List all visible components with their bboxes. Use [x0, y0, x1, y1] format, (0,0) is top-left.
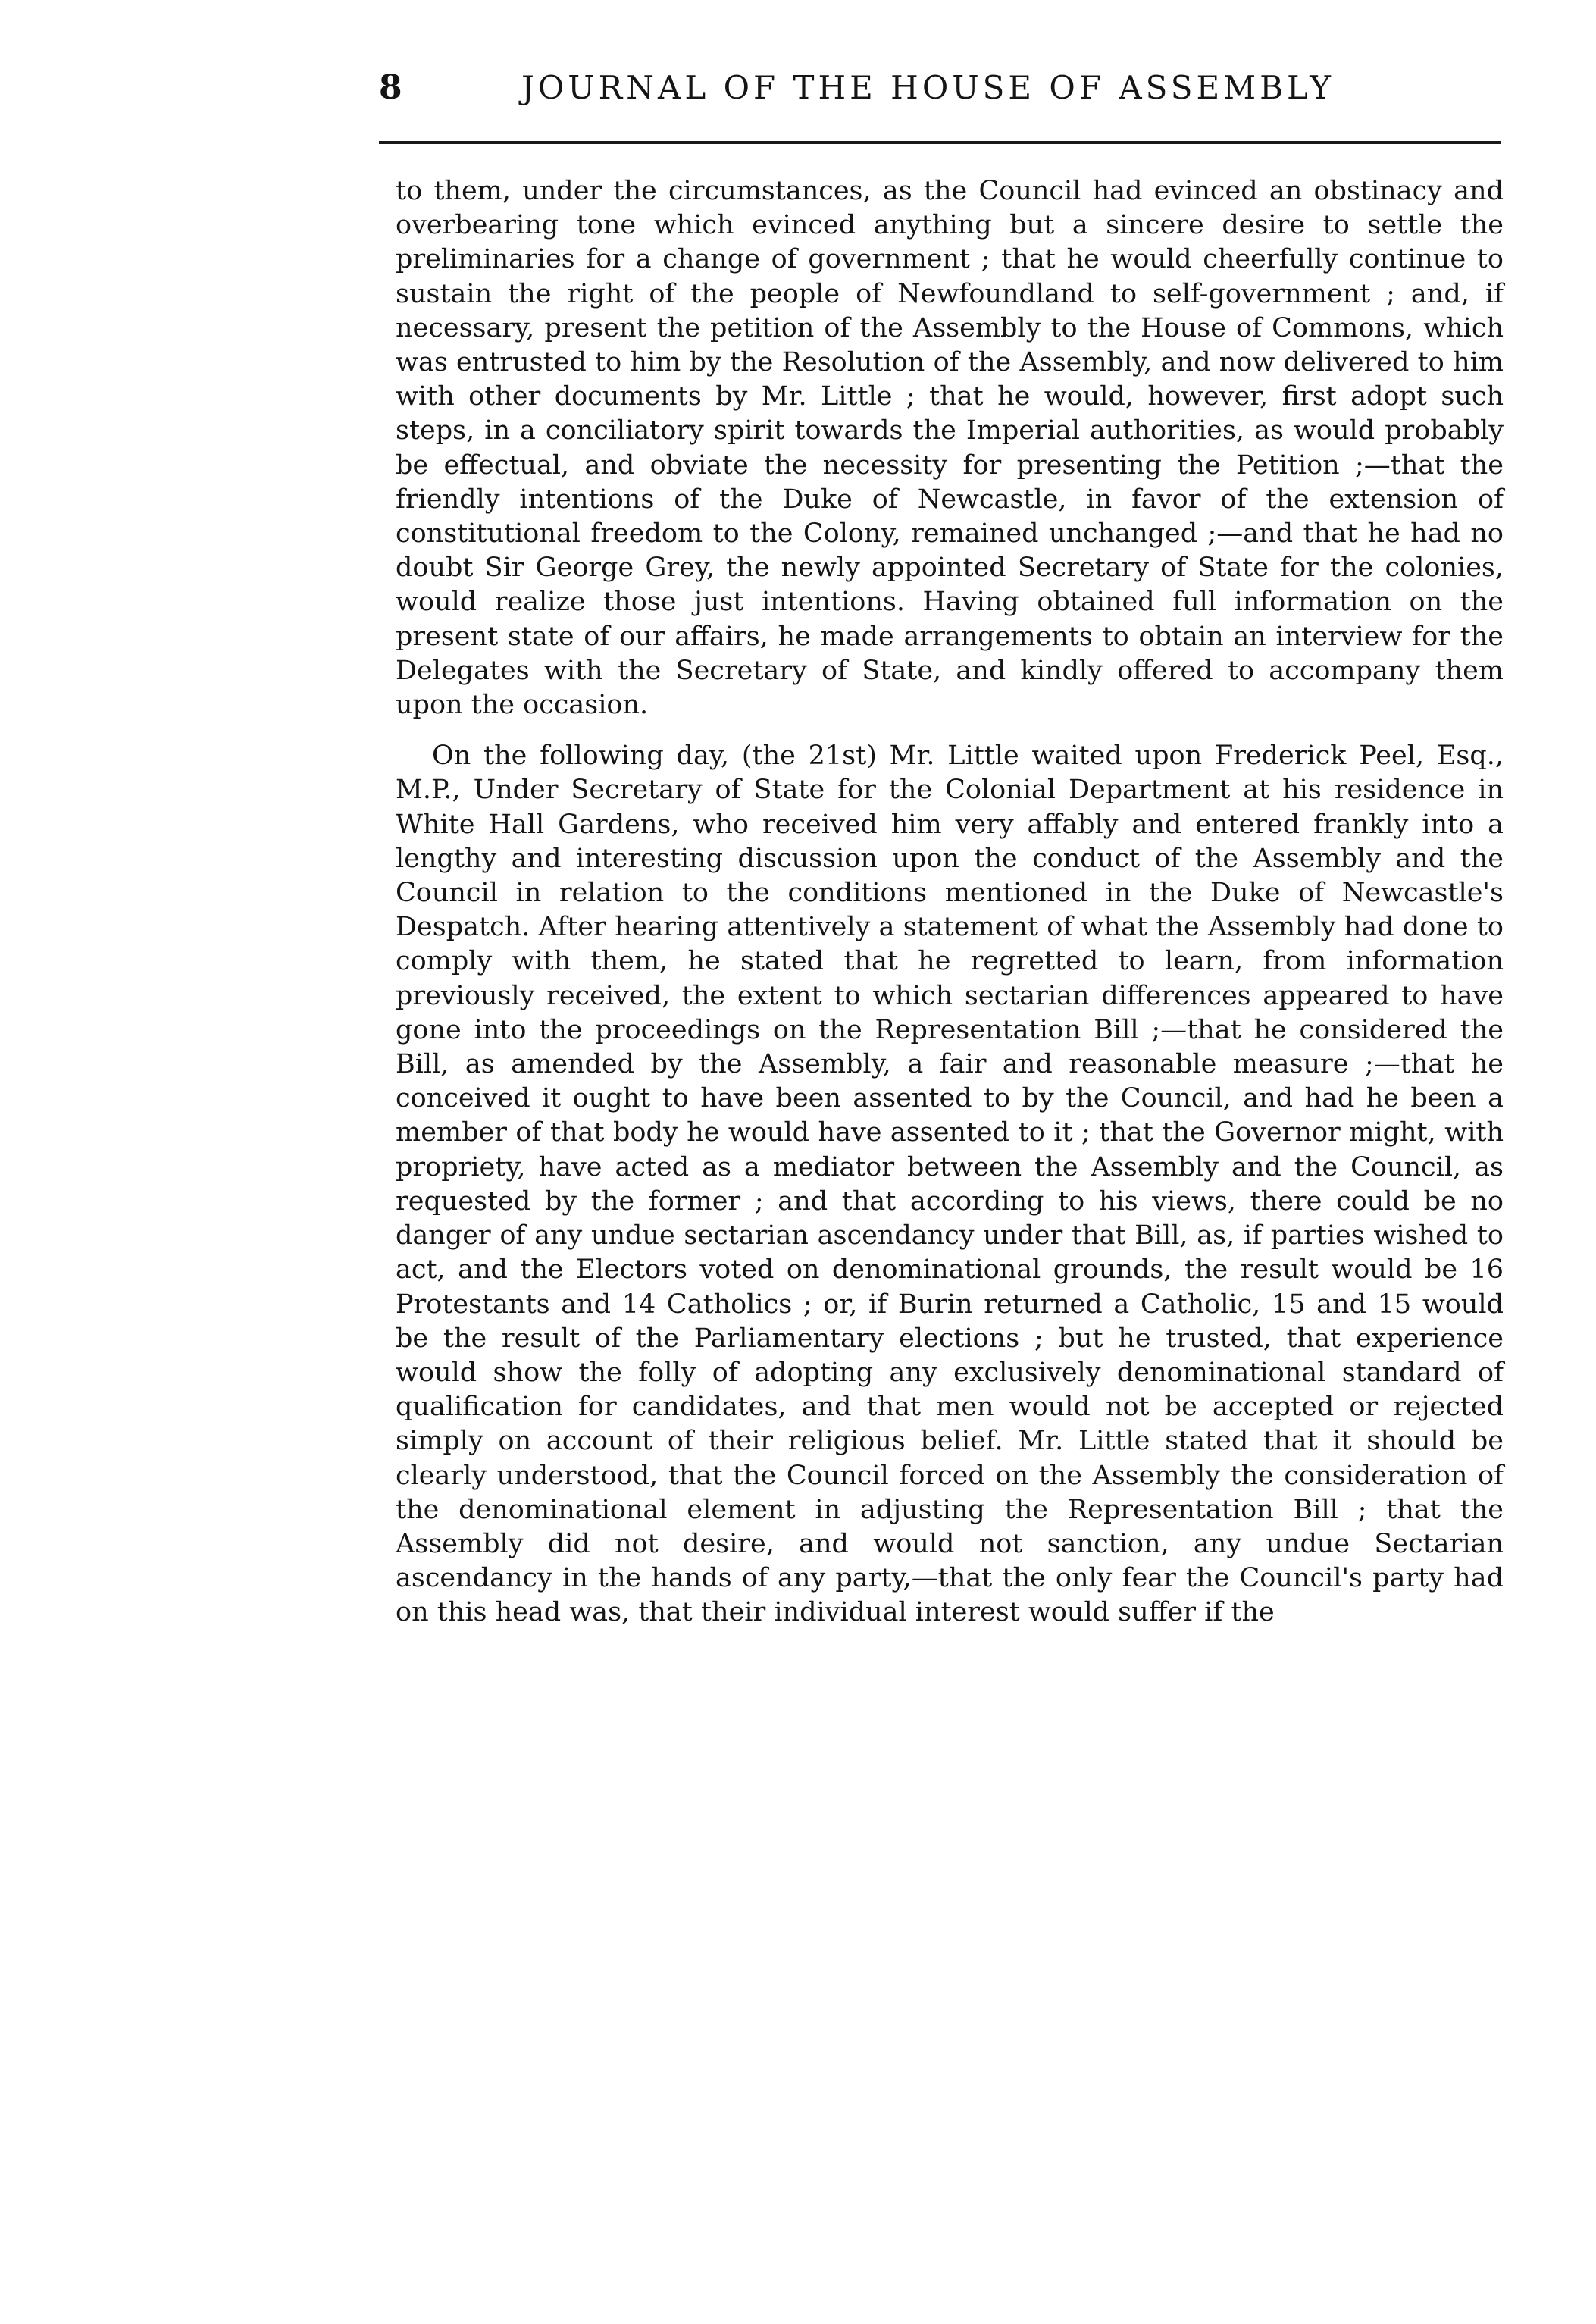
- paragraph: On the following day, (the 21st) Mr. Little waited upon Frederick Peel, Esq., M.P., Under Secretary of State for the Colonial Department at his residence in White Hall Gardens, who received him very affably and entered frankly into a lengthy and interesting discussion upon the conduct of the Assembly and the Council in relation to the conditions mentioned in the Duke of Newcastle's Despatch. After hearing attentively a statement of what the Assembly had done to comply with them, he stated that he regretted to learn, from information previously received, the extent to which sectarian differences appeared to have gone into the proceedings on the Representation Bill ;—that he considered the Bill, as amended by the Assembly, a fair and reasonable measure ;—that he conceived it ought to have been assented to by the Council, and had he been a member of that body he would have assented to it ; that the Governor might, with propriety, have acted as a mediator between the Assembly and the Council, as requested by the former ; and that according to his views, there could be no danger of any undue sectarian ascendancy under that Bill, as, if parties wished to act, and the Electors voted on denominational grounds, the result would be 16 Protestants and 14 Catholics ; or, if Burin returned a Catholic, 15 and 15 would be the result of the Parliamentary elections ; but he trusted, that experience would show the folly of adopting any exclusively denominational standard of qualification for candidates, and that men would not be accepted or rejected simply on account of their religious belief. Mr. Little stated that it should be clearly understood, that the Council forced on the Assembly the consideration of the denominational element in adjusting the Representation Bill ; that the Assembly did not desire, and would not sanction, any undue Sectarian ascendancy in the hands of any party,—that the only fear the Council's party had on this head was, that their individual interest would suffer if the: [396, 741, 1504, 1628]
- page-number: 8: [379, 68, 402, 107]
- paragraph: to them, under the circumstances, as the Council had evinced an obstinacy and overbearing tone which evinced anything but a sincere desire to settle the preliminaries for a change of government ; that he would cheerfully continue to sustain the right of the people of Newfoundland to self-government ; and, if necessary, present the petition of the Assembly to the House of Commons, which was entrusted to him by the Resolution of the Assembly, and now delivered to him with other documents by Mr. Little ; that he would, however, first adopt such steps, in a conciliatory spirit towards the Imperial authorities, as would probably be effectual, and obviate the necessity for presenting the Petition ;—that the friendly intentions of the Duke of Newcastle, in favor of the extension of constitutional freedom to the Colony, remained unchanged ;—and that he had no doubt Sir George Grey, the newly appointed Secretary of State for the colonies, would realize those just intentions. Having obtained full information on the present state of our affairs, he made arrangements to obtain an interview for the Delegates with the Secretary of State, and kindly offered to accompany them upon the occasion.: [396, 176, 1504, 721]
- header-rule: [379, 141, 1501, 144]
- body-text: [396, 174, 1504, 1630]
- running-head: JOURNAL OF THE HOUSE OF ASSEMBLY: [521, 69, 1335, 106]
- page-header: [379, 59, 1501, 117]
